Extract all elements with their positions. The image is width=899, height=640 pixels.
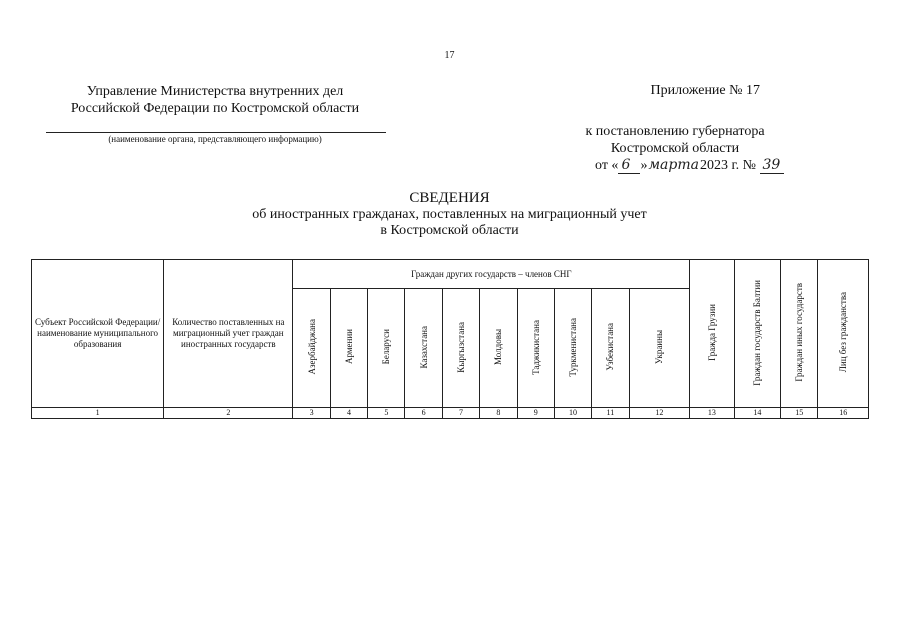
date-prefix: от « bbox=[595, 158, 619, 173]
document-title: СВЕДЕНИЯ bbox=[409, 190, 490, 206]
header-armenia: Армении bbox=[330, 289, 367, 408]
header-belarus: Беларуси bbox=[368, 289, 405, 408]
column-number: 4 bbox=[330, 408, 367, 419]
header-georgia: Гражда Грузии bbox=[690, 260, 734, 408]
column-number: 12 bbox=[629, 408, 690, 419]
column-number: 10 bbox=[554, 408, 591, 419]
column-number: 8 bbox=[480, 408, 517, 419]
header-stateless: Лиц без гражданства bbox=[818, 260, 869, 408]
column-number: 7 bbox=[442, 408, 479, 419]
header-turkmenistan: Туркменистана bbox=[554, 289, 591, 408]
column-number: 1 bbox=[32, 408, 164, 419]
document-subtitle-line-2: в Костромской области bbox=[380, 223, 519, 238]
document-subtitle bbox=[0, 207, 899, 239]
annex-line-2: Костромской области bbox=[610, 141, 740, 156]
header-ukraine: Украины bbox=[629, 289, 690, 408]
header-cis-group: Граждан других государств – членов СНГ bbox=[293, 260, 690, 289]
column-number: 3 bbox=[293, 408, 330, 419]
header-uzbekistan: Узбекистана bbox=[592, 289, 629, 408]
header-azerbaijan: Азербайджана bbox=[293, 289, 330, 408]
foreign-citizens-table bbox=[31, 259, 869, 419]
handwritten-number: 39 bbox=[760, 157, 784, 174]
organization-line-2: Российской Федерации по Костромской области bbox=[70, 101, 360, 116]
header-other-states: Граждан иных государств bbox=[781, 260, 818, 408]
column-number: 14 bbox=[734, 408, 780, 419]
header-kazakhstan: Казахстана bbox=[405, 289, 442, 408]
page-number: 17 bbox=[444, 50, 455, 61]
header-kyrgyzstan: Кыргызстана bbox=[442, 289, 479, 408]
column-number: 11 bbox=[592, 408, 629, 419]
column-number: 16 bbox=[818, 408, 869, 419]
handwritten-day: 6 bbox=[618, 157, 640, 174]
column-numbers-row bbox=[32, 408, 869, 419]
organization-underline bbox=[46, 132, 386, 133]
header-tajikistan: Таджикистана bbox=[517, 289, 554, 408]
document-subtitle-line-1: об иностранных гражданах, поставленных на миграционный учет bbox=[252, 207, 647, 222]
annex-reference bbox=[520, 123, 830, 157]
date-mid: » bbox=[640, 158, 648, 173]
column-number: 5 bbox=[368, 408, 405, 419]
organization-caption: (наименование органа, представляющего информацию) bbox=[108, 134, 322, 144]
column-number: 2 bbox=[164, 408, 293, 419]
header-subject: Субъект Российской Федерации/ наименование муниципального образования bbox=[32, 260, 164, 408]
header-moldova: Молдовы bbox=[480, 289, 517, 408]
column-number: 9 bbox=[517, 408, 554, 419]
annex-line-1: к постановлению губернатора bbox=[585, 124, 765, 139]
year-and-number-label: 2023 г. № bbox=[699, 158, 757, 173]
annex-title: Приложение № 17 bbox=[650, 83, 760, 98]
column-number: 13 bbox=[690, 408, 734, 419]
header-baltic: Граждан государств Балтии bbox=[734, 260, 780, 408]
header-registered-count: Количество поставленных на миграционный учет граждан иностранных государств bbox=[164, 260, 293, 408]
column-number: 15 bbox=[781, 408, 818, 419]
organization-name bbox=[40, 83, 390, 117]
annex-date-number bbox=[595, 157, 825, 174]
handwritten-month: марта bbox=[648, 157, 699, 173]
organization-line-1: Управление Министерства внутренних дел bbox=[86, 84, 344, 99]
column-number: 6 bbox=[405, 408, 442, 419]
